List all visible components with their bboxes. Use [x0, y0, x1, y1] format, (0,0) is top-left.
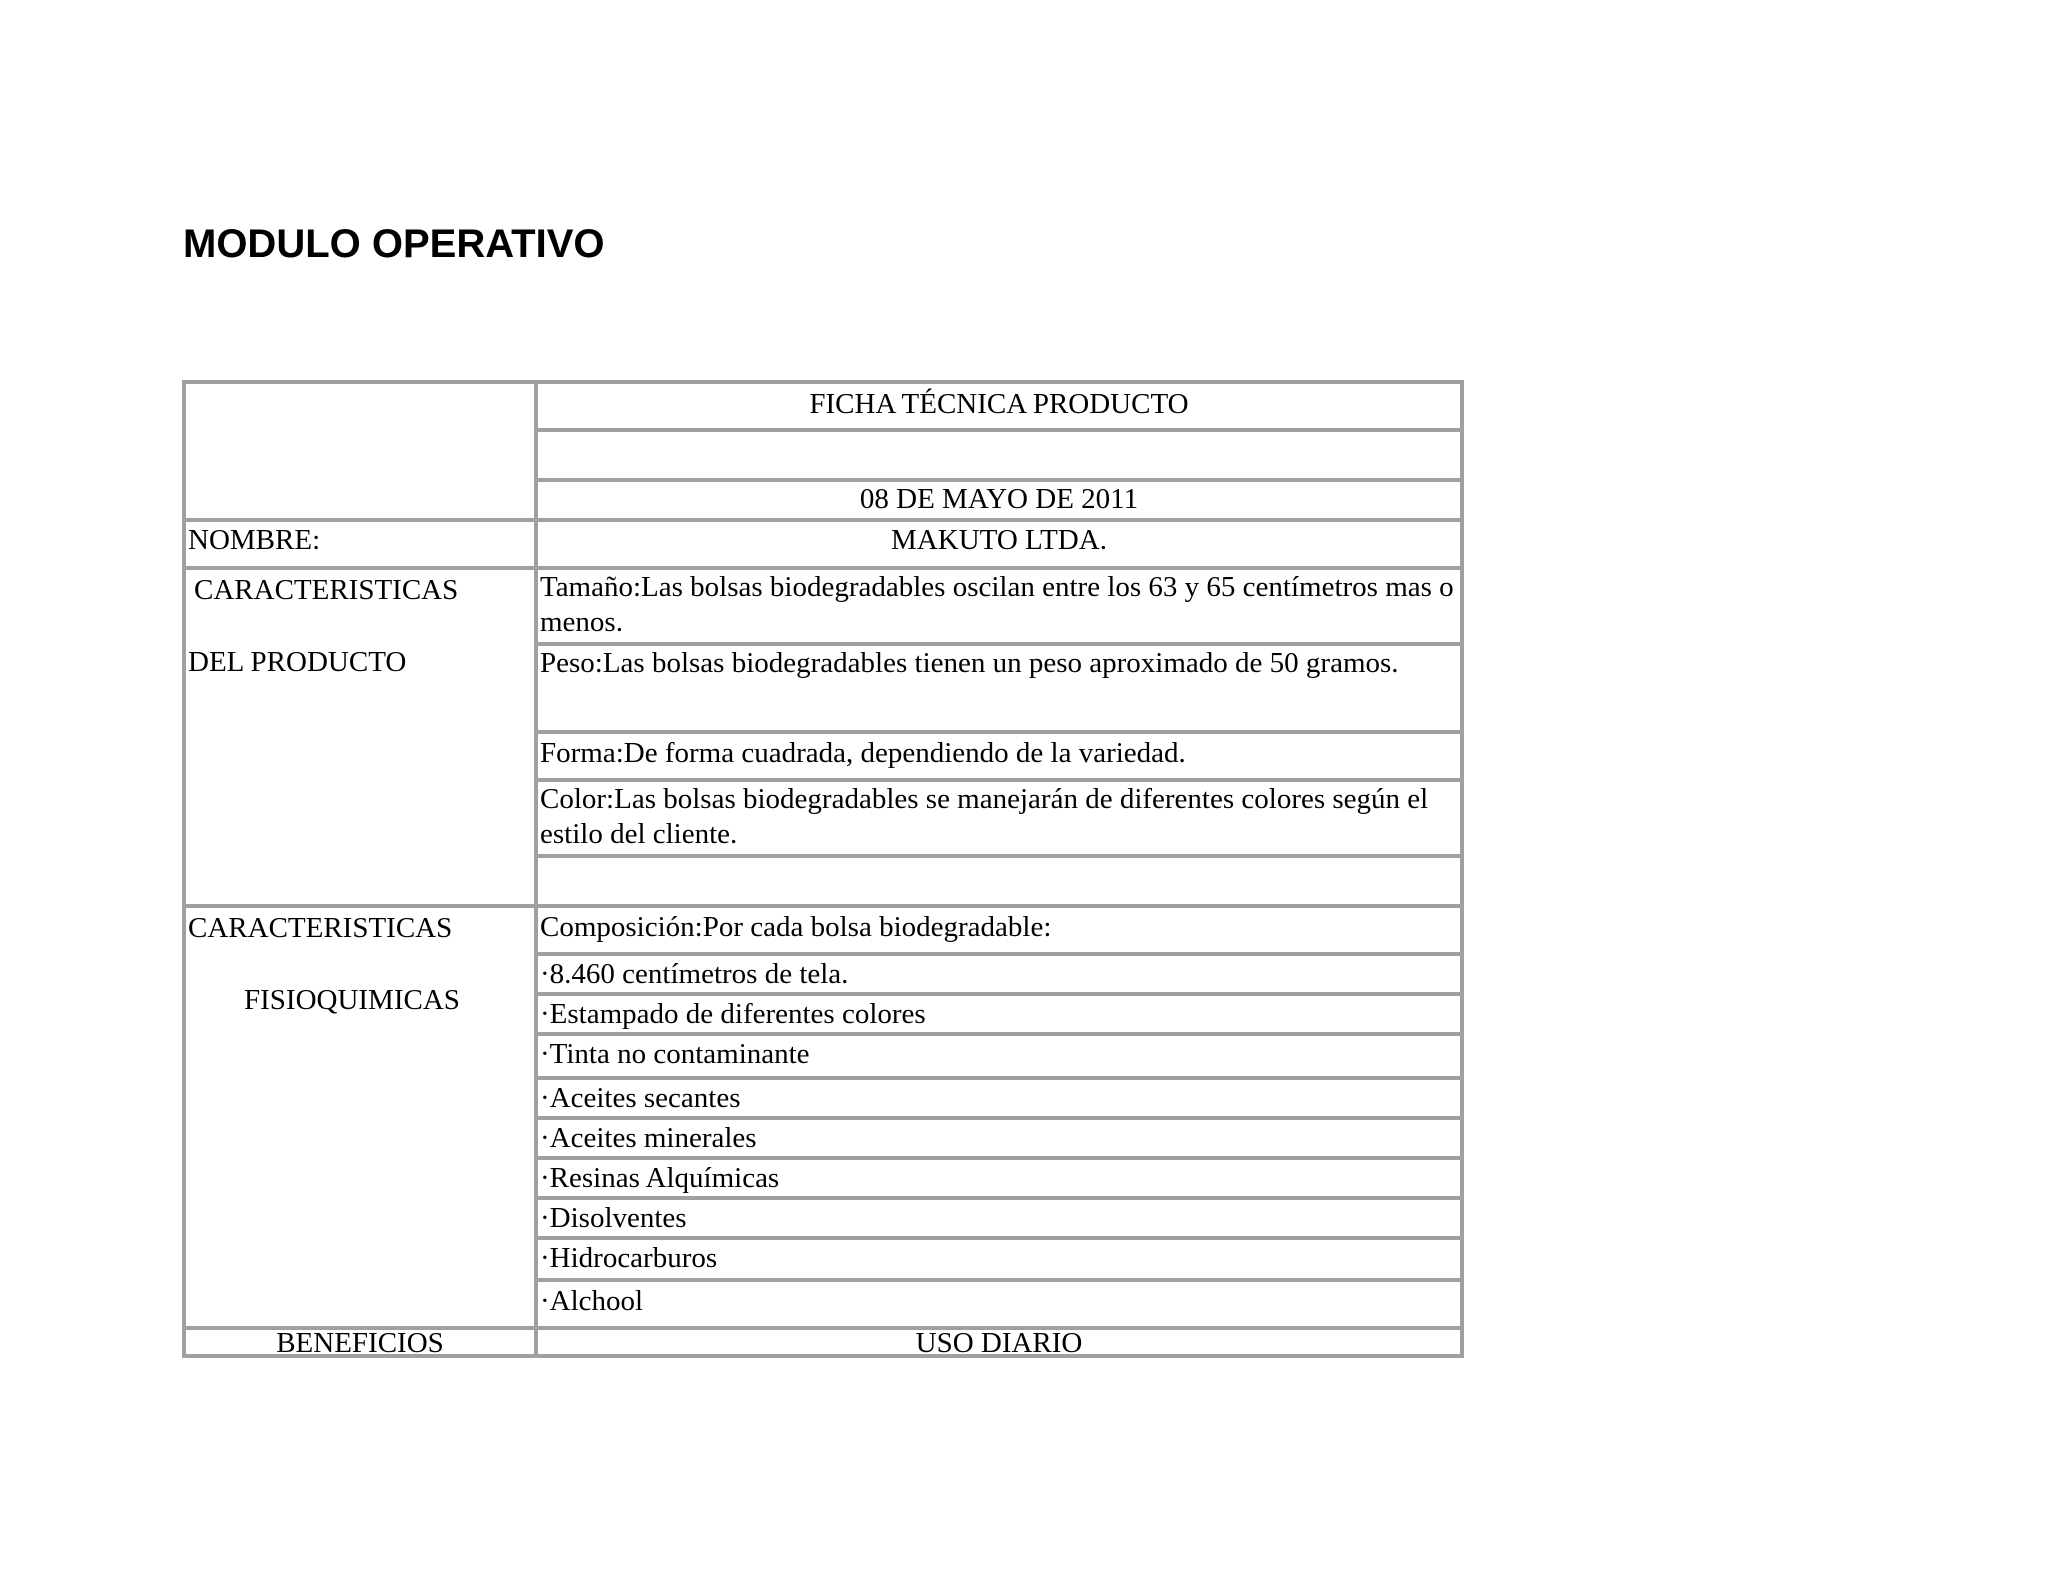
- producto-row-color: Color:Las bolsas biodegradables se manejarán de diferentes colores según el estilo del cliente.: [536, 780, 1462, 856]
- producto-row-tamano: Tamaño:Las bolsas biodegradables oscilan entre los 63 y 65 centímetros mas o menos.: [536, 568, 1462, 644]
- sheet-date-cell: 08 DE MAYO DE 2011: [536, 480, 1462, 520]
- fisioquimicas-label-line1: CARACTERISTICAS: [188, 912, 453, 944]
- producto-label-line2: DEL PRODUCTO: [188, 646, 407, 678]
- fisioquimicas-row: ·Alchool: [536, 1280, 1462, 1328]
- nombre-label-cell: NOMBRE:: [184, 520, 536, 568]
- sheet-title-cell: FICHA TÉCNICA PRODUCTO: [536, 382, 1462, 430]
- producto-row-peso: Peso:Las bolsas biodegradables tienen un peso aproximado de 50 gramos.: [536, 644, 1462, 732]
- fisioquimicas-row: ·Aceites secantes: [536, 1078, 1462, 1118]
- fisioquimicas-row: ·Disolventes: [536, 1198, 1462, 1238]
- producto-label-line1: CARACTERISTICAS: [194, 574, 459, 606]
- fisioquimicas-row: ·Estampado de diferentes colores: [536, 994, 1462, 1034]
- nombre-value-cell: MAKUTO LTDA.: [536, 520, 1462, 568]
- fisioquimicas-row: ·Resinas Alquímicas: [536, 1158, 1462, 1198]
- fisioquimicas-row: Composición:Por cada bolsa biodegradable:: [536, 906, 1462, 954]
- fisioquimicas-row: ·8.460 centímetros de tela.: [536, 954, 1462, 994]
- product-spec-table: [182, 380, 1464, 1358]
- producto-row-forma: Forma:De forma cuadrada, dependiendo de la variedad.: [536, 732, 1462, 780]
- fisioquimicas-row: ·Hidrocarburos: [536, 1238, 1462, 1280]
- producto-label-cell: [184, 568, 536, 906]
- fisioquimicas-row: ·Tinta no contaminante: [536, 1034, 1462, 1078]
- fisioquimicas-label-line2: FISIOQUIMICAS: [244, 984, 460, 1016]
- header-empty-cell: [184, 382, 536, 520]
- producto-row-blank: [536, 856, 1462, 906]
- beneficios-label-cell: BENEFICIOS: [184, 1328, 536, 1356]
- fisioquimicas-row: ·Aceites minerales: [536, 1118, 1462, 1158]
- header-blank-cell: [536, 430, 1462, 480]
- page-title: MODULO OPERATIVO: [183, 222, 605, 266]
- beneficios-value-cell: USO DIARIO: [536, 1328, 1462, 1356]
- fisioquimicas-label-cell: [184, 906, 536, 1328]
